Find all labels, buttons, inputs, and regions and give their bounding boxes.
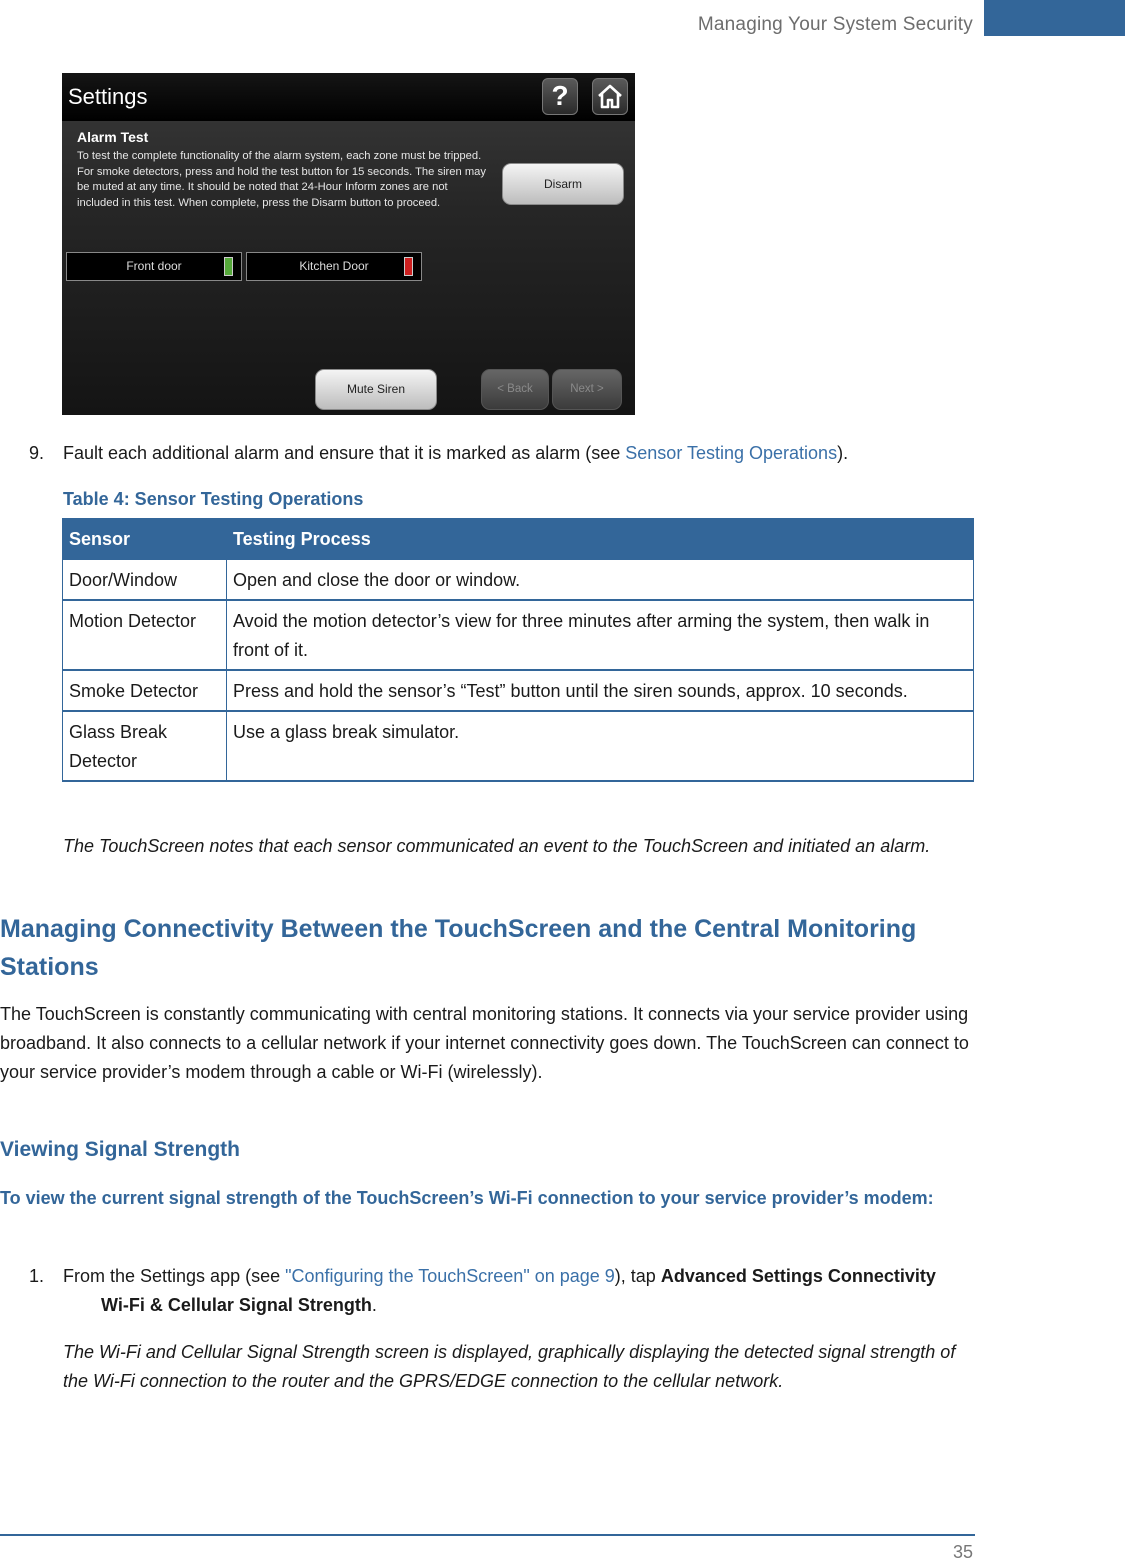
sensor-testing-table (62, 518, 974, 782)
configuring-touchscreen-link[interactable]: "Configuring the TouchScreen" on page 9 (285, 1266, 615, 1286)
zone-front-door[interactable] (66, 252, 242, 281)
procedure-heading: To view the current signal strength of the TouchScreen’s Wi-Fi connection to your service provider’s modem: (0, 1188, 934, 1208)
process-cell: Press and hold the sensor’s “Test” button until the siren sounds, approx. 10 seconds. (227, 670, 974, 711)
alarm-test-screenshot (62, 73, 635, 415)
process-cell: Avoid the motion detector’s view for three minutes after arming the system, then walk in front of it. (227, 600, 974, 670)
sensor-cell: Door/Window (63, 560, 227, 601)
subsection-heading: Viewing Signal Strength (0, 1138, 240, 1161)
header-accent-bar (984, 0, 1125, 36)
table-header-row (63, 519, 974, 560)
menu-path: Wi-Fi & Cellular Signal Strength (101, 1295, 372, 1315)
help-icon[interactable]: ? (542, 78, 578, 115)
sensor-cell: Glass Break Detector (63, 711, 227, 781)
section-heading: Managing Connectivity Between the TouchScreen and the Central Monitoring Stations (0, 915, 917, 981)
page-number: 35 (952, 1542, 973, 1562)
zone-kitchen-door[interactable] (246, 252, 422, 281)
sensor-cell: Smoke Detector (63, 670, 227, 711)
mute-siren-button[interactable]: Mute Siren (315, 369, 437, 410)
footer-rule (0, 1534, 975, 1536)
column-header: Sensor (63, 519, 227, 560)
zone-label: Kitchen Door (299, 259, 369, 273)
sensor-testing-link[interactable]: Sensor Testing Operations (625, 443, 838, 463)
table-row (63, 670, 974, 711)
process-cell: Open and close the door or window. (227, 560, 974, 601)
running-header: Managing Your System Security (697, 14, 973, 35)
zone-status-indicator (404, 257, 413, 276)
column-header: Testing Process (227, 519, 974, 560)
disarm-button[interactable]: Disarm (502, 163, 624, 205)
screen-title: Settings (68, 84, 148, 109)
alarm-test-instructions: To test the complete functionality of the alarm system, each zone must be tripped. For smoke detectors, press and hold the test button for 15 seconds. The siren may be muted at any time. It should be noted that 24-Hour Inform zones are not included in this test. When complete, press the Disarm button to proceed. (77, 150, 486, 210)
next-button[interactable]: Next > (552, 369, 622, 410)
table-row (63, 560, 974, 601)
process-cell: Use a glass break simulator. (227, 711, 974, 781)
zone-status-indicator (224, 257, 233, 276)
body-paragraph: The TouchScreen is constantly communicating with central monitoring stations. It connects via your service provider using broadband. It also connects to a cellular network if your internet connectivity goes down. The TouchScreen can connect to your service provider’s modem through a cable or Wi-Fi (wirelessly). (0, 1004, 969, 1082)
home-icon[interactable] (592, 78, 628, 115)
zone-label: Front door (126, 259, 182, 273)
screen-title-bar (62, 73, 635, 121)
step-number: 1. (29, 1266, 45, 1286)
result-note: The TouchScreen notes that each sensor communicated an event to the TouchScreen and initiated an alarm. (63, 836, 931, 856)
alarm-test-title: Alarm Test (77, 129, 149, 145)
back-button[interactable]: < Back (481, 369, 549, 410)
result-note: The Wi-Fi and Cellular Signal Strength screen is displayed, graphically displaying the detected signal strength of the Wi-Fi connection to the router and the GPRS/EDGE connection to the cellular network. (63, 1342, 956, 1391)
step-1-text: From the Settings app (see "Configuring the TouchScreen" on page 9), tap Advanced Settings ConnectivityWi-Fi & Cellular Signal Strength. (63, 1266, 936, 1315)
menu-path: Advanced Settings Connectivity (660, 1266, 936, 1286)
table-row (63, 711, 974, 781)
table-row (63, 600, 974, 670)
step-9-text: Fault each additional alarm and ensure that it is marked as alarm (see Sensor Testing Operations). (63, 443, 849, 463)
step-number: 9. (29, 443, 45, 463)
sensor-cell: Motion Detector (63, 600, 227, 670)
table-caption: Table 4: Sensor Testing Operations (63, 489, 364, 509)
